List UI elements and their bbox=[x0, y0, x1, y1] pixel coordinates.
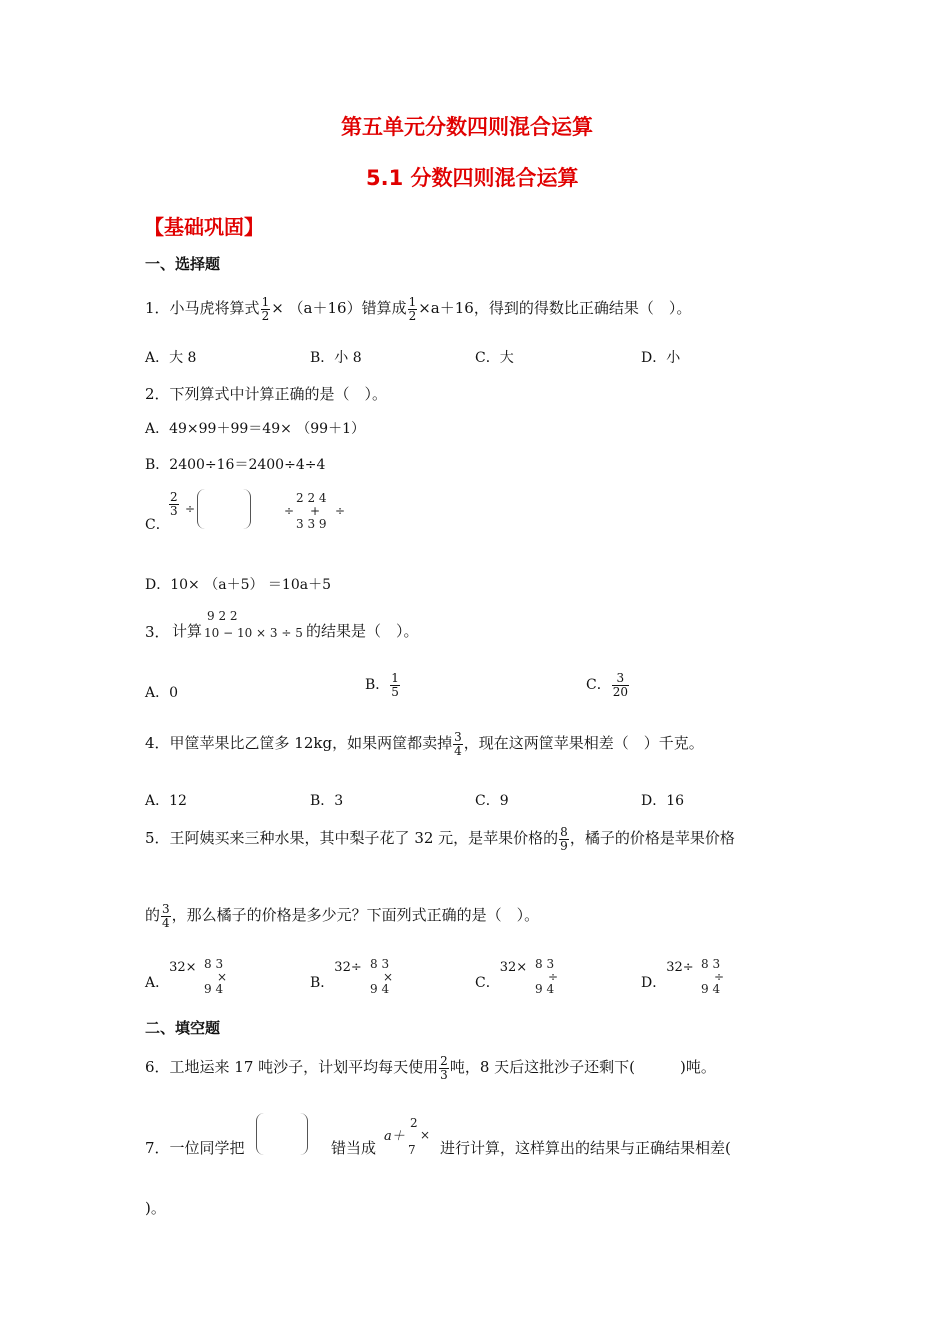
q2-option-c-label: C． bbox=[145, 517, 170, 533]
q1-option-c: C．大 bbox=[475, 350, 514, 366]
q5-option-c-top: 8 3 bbox=[535, 957, 555, 971]
q7-paren-box bbox=[256, 1113, 308, 1155]
question-4: 4．甲筐苹果比乙筐多 12kg，如果两筐都卖掉 $\frac{3}{4}$ ，现在这两筐苹果相差（ ）千克。 bbox=[145, 730, 704, 758]
q1-option-d: D．小 bbox=[641, 350, 681, 366]
q5-option-d-op: ÷ bbox=[714, 970, 725, 984]
q1-text-3: ×a＋16，得到的得数比正确结果（ ）。 bbox=[418, 299, 692, 318]
section-choice-heading: 一、选择题 bbox=[145, 255, 221, 273]
question-6: 6．工地运来 17 吨沙子，计划平均每天使用 $\frac{2}{3}$ 吨，8 天后这批沙子还剩下( )吨。 bbox=[145, 1054, 716, 1082]
q7-text-4: )。 bbox=[145, 1199, 166, 1217]
q1-text-1: 小马虎将算式 bbox=[169, 299, 260, 318]
q3-option-c: C． $\frac{3}{20}$ bbox=[586, 671, 628, 699]
q7-expression-a: a＋ bbox=[384, 1129, 405, 1144]
q4-option-b: B．3 bbox=[310, 793, 344, 809]
q6-fraction: $\frac{2}{3}$ bbox=[440, 1054, 448, 1082]
q5-option-a-bottom: 9 4 bbox=[204, 982, 224, 996]
q7-text-1: 7．一位同学把 bbox=[145, 1139, 245, 1157]
q3-expression-bottom: 10 − 10 × 3 ÷ 5 bbox=[204, 626, 303, 640]
q3-expression-top: 9 2 2 bbox=[207, 609, 238, 623]
q2-option-c-op-2: + bbox=[310, 504, 321, 518]
q7-expression-bottom: 7 bbox=[408, 1143, 416, 1157]
q4-option-d: D．16 bbox=[641, 793, 685, 809]
q7-text-2: 错当成 bbox=[331, 1139, 377, 1157]
q5-option-b-bottom: 9 4 bbox=[370, 982, 390, 996]
q5-option-c: C．32× bbox=[475, 960, 528, 991]
q2-option-c-paren-box bbox=[197, 489, 251, 529]
q2-option-c-op-3: ÷ bbox=[335, 504, 346, 518]
q7-expression-times: × bbox=[420, 1128, 431, 1142]
q3-text-2: 的结果是（ ）。 bbox=[306, 622, 419, 640]
q2-option-c-bottom-digits: 3 3 9 bbox=[296, 517, 327, 531]
q7-expression-top: 2 bbox=[410, 1116, 418, 1130]
q2-option-d: D．10× （a＋5） ＝10a＋5 bbox=[145, 577, 331, 593]
q2-option-c-fraction: $\frac{2}{3}$ bbox=[170, 490, 178, 518]
q2-option-a: A．49×99＋99＝49× （99＋1） bbox=[145, 421, 366, 437]
question-1 bbox=[145, 296, 691, 322]
page-title: 第五单元分数四则混合运算 bbox=[341, 115, 593, 139]
q2-option-b: B．2400÷16＝2400÷4÷4 bbox=[145, 457, 326, 473]
q4-fraction: $\frac{3}{4}$ bbox=[454, 730, 462, 758]
q3-option-b: B． $\frac{1}{5}$ bbox=[365, 671, 399, 699]
q5-option-d-bottom: 9 4 bbox=[701, 982, 721, 996]
q3-option-a: A．0 bbox=[145, 685, 179, 701]
q1-option-a: A．大 8 bbox=[145, 350, 197, 366]
q1-fraction-1: $\frac{1}{2}$ bbox=[261, 295, 270, 323]
q5-option-c-op: ÷ bbox=[548, 970, 559, 984]
section-fill-heading: 二、填空题 bbox=[145, 1019, 221, 1037]
q1-number: 1． bbox=[145, 299, 170, 318]
q5-option-a: A．32× bbox=[145, 960, 197, 991]
q1-fraction-2: $\frac{1}{2}$ bbox=[408, 295, 417, 323]
q5-option-b-top: 8 3 bbox=[370, 957, 390, 971]
q5-fraction-1: $\frac{8}{9}$ bbox=[560, 825, 568, 853]
q3-text-1: 计算 bbox=[172, 622, 203, 640]
question-5-line-2: 的 $\frac{3}{4}$ ，那么橘子的价格是多少元？下面列式正确的是（ ）。 bbox=[145, 902, 540, 930]
question-2: 2．下列算式中计算正确的是（ ）。 bbox=[145, 385, 388, 403]
q5-option-a-top: 8 3 bbox=[204, 957, 224, 971]
q5-option-d: D．32÷ bbox=[641, 960, 694, 991]
q2-option-c-divide: ÷ bbox=[185, 502, 196, 516]
q1-option-b: B．小 8 bbox=[310, 350, 362, 366]
q2-option-c-top-digits: 2 2 4 bbox=[296, 491, 327, 505]
q4-option-a: A．12 bbox=[145, 793, 187, 809]
page-subtitle: 5.1 分数四则混合运算 bbox=[366, 166, 579, 190]
q5-option-b: B．32÷ bbox=[310, 960, 362, 991]
q5-option-c-bottom: 9 4 bbox=[535, 982, 555, 996]
question-5-line-1: 5．王阿姨买来三种水果，其中梨子花了 32 元，是苹果价格的 $\frac{8}{9}$ ，橘子的价格是苹果价格 bbox=[145, 825, 735, 853]
q2-option-c-op-1: ÷ bbox=[284, 504, 295, 518]
q4-option-c: C．9 bbox=[475, 793, 509, 809]
q3-number: 3． bbox=[145, 623, 170, 641]
q1-text-2: × （a＋16）错算成 bbox=[271, 299, 407, 318]
q5-option-d-top: 8 3 bbox=[701, 957, 721, 971]
q5-option-a-op: × bbox=[217, 970, 228, 984]
section-basic-heading: 【基础巩固】 bbox=[144, 215, 264, 239]
q5-option-b-op: × bbox=[383, 970, 394, 984]
q5-fraction-2: $\frac{3}{4}$ bbox=[162, 902, 170, 930]
q7-text-3: 进行计算，这样算出的结果与正确结果相差( bbox=[440, 1139, 731, 1157]
